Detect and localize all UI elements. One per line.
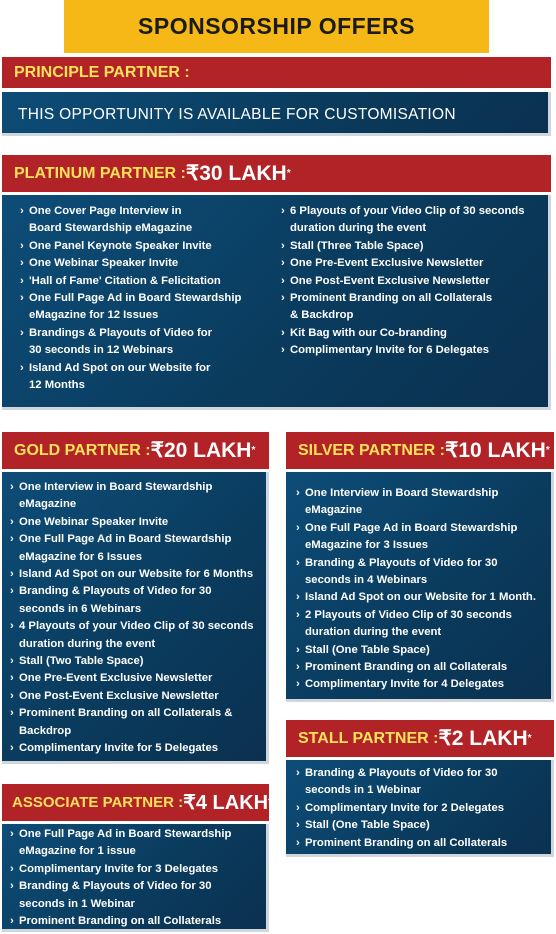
benefit-item: › Stall (One Table Space)	[296, 817, 507, 834]
associate-partner-price: ₹4 LAKH	[183, 792, 269, 814]
benefit-item: › Complimentary Invite for 4 Delegates	[296, 676, 536, 693]
silver-partner-header	[286, 432, 554, 469]
benefit-item: seconds in 1 Webinar	[305, 784, 421, 797]
customisation-text: THIS OPPORTUNITY IS AVAILABLE FOR CUSTOMISATION	[18, 106, 456, 123]
gold-partner-label: GOLD PARTNER :	[14, 441, 151, 459]
associate-partner-label: ASSOCIATE PARTNER :	[12, 794, 184, 811]
stall-partner-label: STALL PARTNER :	[298, 729, 439, 747]
benefit-item: & Backdrop	[290, 309, 354, 322]
benefit-item: › One Webinar Speaker Invite	[20, 255, 241, 272]
benefit-item: › Complimentary Invite for 3 Delegates	[10, 861, 231, 878]
benefit-item: › 2 Playouts of Video Clip of 30 seconds	[296, 607, 536, 624]
principle-partner-box	[2, 92, 551, 136]
benefit-item: eMagazine	[19, 498, 77, 511]
benefit-item: › One Interview in Board Stewardship	[296, 485, 536, 502]
benefit-item: › One Pre-Event Exclusive Newsletter	[281, 255, 525, 272]
benefit-item: › Stall (One Table Space)	[296, 642, 536, 659]
benefit-item: › One Full Page Ad in Board Stewardship	[20, 290, 241, 307]
benefit-item: seconds in 1 Webinar	[19, 897, 135, 910]
principle-partner-header	[2, 57, 551, 88]
silver-partner-price: ₹10 LAKH	[444, 439, 546, 462]
benefit-item: › Complimentary Invite for 5 Delegates	[10, 740, 254, 757]
platinum-benefits-col1	[20, 203, 241, 394]
benefit-item: › 'Hall of Fame' Citation & Felicitation	[20, 273, 241, 290]
benefit-item: › Branding & Playouts of Video for 30	[10, 878, 231, 895]
benefit-item: › 4 Playouts of your Video Clip of 30 seconds	[10, 618, 254, 635]
benefit-item: eMagazine for 3 Issues	[305, 539, 429, 552]
benefit-item: › Island Ad Spot on our Website for 1 Month.	[296, 589, 536, 606]
stall-partner-box	[286, 760, 554, 857]
associate-partner-box	[2, 824, 269, 932]
gold-benefits-list	[10, 479, 254, 758]
benefit-item: 30 seconds in 12 Webinars	[29, 344, 174, 357]
benefit-item: eMagazine for 12 Issues	[29, 309, 159, 322]
benefit-item: › Prominent Branding on all Collaterals	[10, 913, 231, 930]
silver-benefits-list	[296, 485, 536, 694]
platinum-partner-header	[2, 155, 551, 192]
benefit-item: › One Post-Event Exclusive Newsletter	[281, 273, 525, 290]
page-title: SPONSORSHIP OFFERS	[64, 0, 489, 53]
benefit-item: › Island Ad Spot on our Website for 6 Months	[10, 566, 254, 583]
benefit-item: › One Full Page Ad in Board Stewardship	[10, 826, 231, 843]
platinum-partner-price: ₹30 LAKH	[185, 162, 287, 185]
platinum-price-asterisk: *	[286, 168, 291, 179]
benefit-item: › Brandings & Playouts of Video for	[20, 325, 241, 342]
stall-price-asterisk: *	[527, 733, 532, 744]
benefit-item: Backdrop	[19, 724, 72, 737]
benefit-item: 12 Months	[29, 379, 85, 392]
benefit-item: › Prominent Branding on all Collaterals &	[10, 705, 254, 722]
associate-partner-header	[2, 784, 272, 821]
benefit-item: › One Pre-Event Exclusive Newsletter	[10, 670, 254, 687]
benefit-item: › Complimentary Invite for 2 Delegates	[296, 800, 507, 817]
benefit-item: eMagazine	[305, 504, 363, 517]
benefit-item: seconds in 4 Webinars	[305, 574, 428, 587]
benefit-item: › Island Ad Spot on our Website for	[20, 360, 241, 377]
benefit-item: seconds in 6 Webinars	[19, 602, 142, 615]
benefit-item: eMagazine for 1 issue	[19, 845, 136, 858]
benefit-item: › One Panel Keynote Speaker Invite	[20, 238, 241, 255]
benefit-item: duration during the event	[19, 637, 156, 650]
benefit-item: duration during the event	[305, 626, 442, 639]
silver-partner-box	[286, 472, 554, 702]
benefit-item: › Stall (Two Table Space)	[10, 653, 254, 670]
benefit-item: › Stall (Three Table Space)	[281, 238, 525, 255]
stall-benefits-list	[296, 765, 507, 852]
benefit-item: eMagazine for 6 Issues	[19, 550, 143, 563]
associate-price-asterisk: *	[268, 797, 272, 808]
benefit-item: duration during the event	[290, 222, 427, 235]
benefit-item: › One Full Page Ad in Board Stewardship	[10, 531, 254, 548]
gold-partner-header	[2, 432, 269, 469]
gold-partner-box	[2, 472, 269, 764]
benefit-item: › 6 Playouts of your Video Clip of 30 seconds	[281, 203, 525, 220]
benefit-item: › One Cover Page Interview in	[20, 203, 241, 220]
principle-partner-label: PRINCIPLE PARTNER :	[14, 63, 190, 81]
benefit-item: › Prominent Branding on all Collaterals	[281, 290, 525, 307]
benefit-item: › One Webinar Speaker Invite	[10, 514, 254, 531]
benefit-item: › One Full Page Ad in Board Stewardship	[296, 520, 536, 537]
benefit-item: › Complimentary Invite for 6 Delegates	[281, 342, 525, 359]
platinum-partner-box	[2, 195, 551, 410]
benefit-item: › One Post-Event Exclusive Newsletter	[10, 688, 254, 705]
gold-partner-price: ₹20 LAKH	[150, 439, 252, 462]
associate-benefits-list	[10, 826, 231, 930]
benefit-item: › Branding & Playouts of Video for 30	[296, 555, 536, 572]
benefit-item: › One Interview in Board Stewardship	[10, 479, 254, 496]
platinum-benefits-col2	[281, 203, 525, 360]
benefit-item: Board Stewardship eMagazine	[29, 222, 193, 235]
benefit-item: › Kit Bag with our Co-branding	[281, 325, 525, 342]
silver-partner-label: SILVER PARTNER :	[298, 441, 445, 459]
stall-partner-header	[286, 720, 554, 757]
benefit-item: › Branding & Playouts of Video for 30	[296, 765, 507, 782]
platinum-partner-label: PLATINUM PARTNER :	[14, 164, 186, 182]
benefit-item: › Prominent Branding on all Collaterals	[296, 659, 536, 676]
stall-partner-price: ₹2 LAKH	[438, 727, 528, 750]
benefit-item: › Prominent Branding on all Collaterals	[296, 835, 507, 852]
silver-price-asterisk: *	[545, 445, 550, 456]
gold-price-asterisk: *	[251, 445, 256, 456]
benefit-item: › Branding & Playouts of Video for 30	[10, 583, 254, 600]
